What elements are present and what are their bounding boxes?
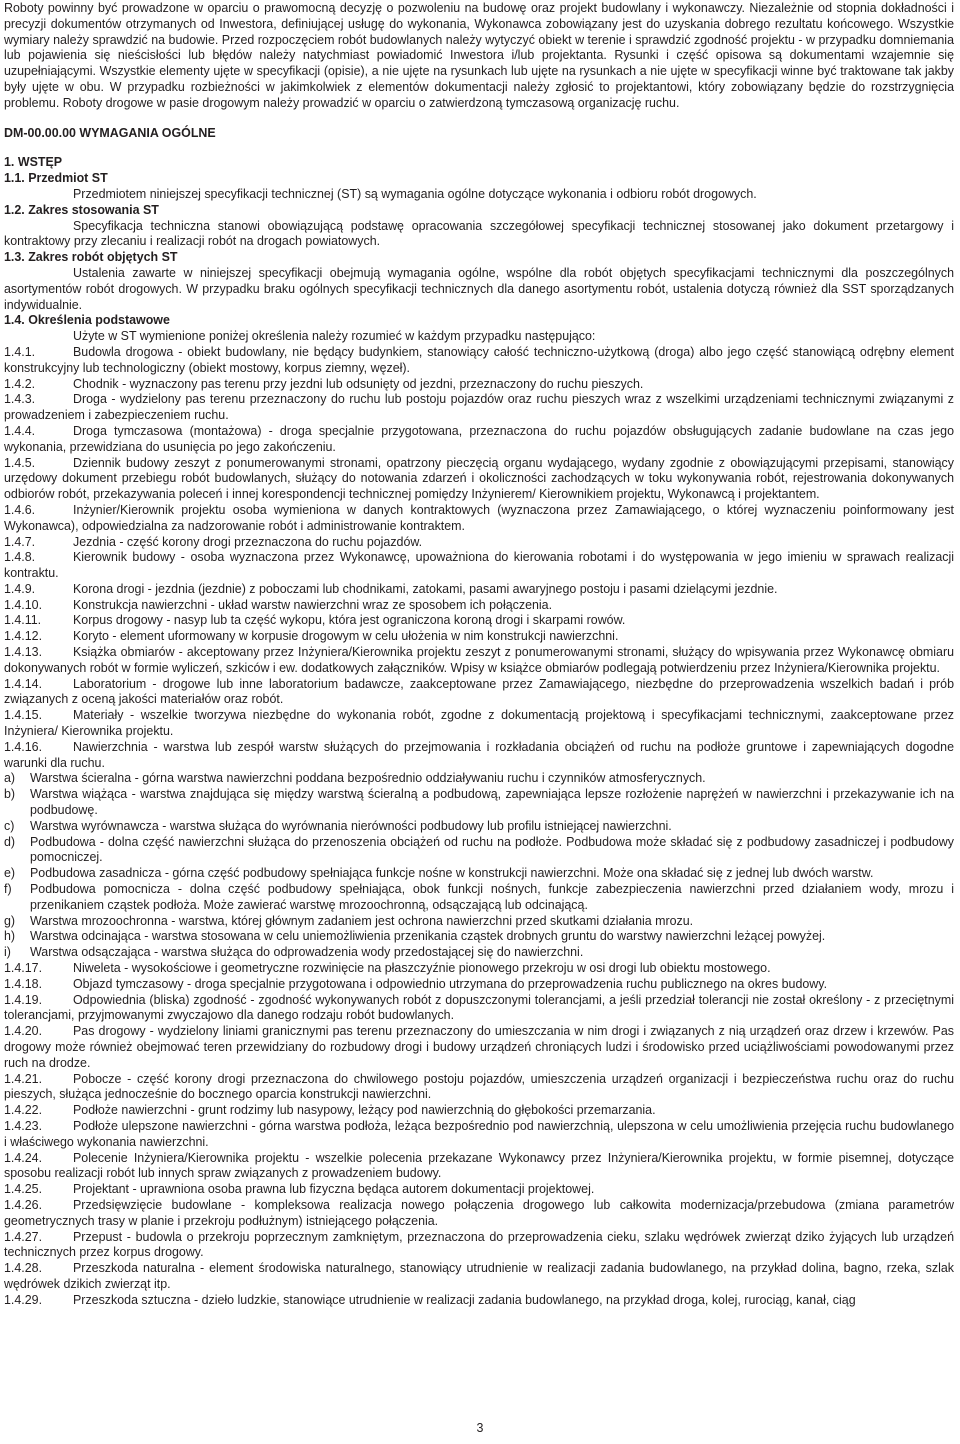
definition-number: 1.4.25. <box>4 1182 43 1197</box>
layer-letter: h) <box>4 929 16 944</box>
definition-text: Jezdnia - część korony drogi przeznaczona do ruchu pojazdów. <box>73 534 423 549</box>
subsection-heading: 1.4. Określenia podstawowe <box>4 313 170 328</box>
definition-text: Projektant - uprawniona osoba prawna lub fizyczna będąca autorem dokumentacji projektowej. <box>73 1182 595 1197</box>
definition-item <box>4 582 954 598</box>
subsection-1-3 <box>4 250 954 313</box>
definition-number: 1.4.5. <box>4 455 36 470</box>
layer-item <box>4 819 954 835</box>
definition-number: 1.4.14. <box>4 676 43 691</box>
definition-text: Korpus drogowy - nasyp lub ta część wykopu, która jest ograniczona koroną drogi i skarpami rowów. <box>73 613 626 628</box>
layer-text: Warstwa wyrównawcza - warstwa służąca do wyrównania nierówności podbudowy lub profilu istniejącej nawierzchni. <box>30 818 672 833</box>
subsection-heading: 1.1. Przedmiot ST <box>4 171 108 186</box>
definition-item <box>4 613 954 629</box>
definition-number: 1.4.27. <box>4 1229 43 1244</box>
subsection-1-4 <box>4 313 954 345</box>
definition-text: Chodnik - wyznaczony pas terenu przy jezdni lub odsunięty od jezdni, przeznaczony do ruchu pieszych. <box>73 376 644 391</box>
subsection-heading: 1.3. Zakres robót objętych ST <box>4 250 178 265</box>
definition-number: 1.4.11. <box>4 613 42 628</box>
definition-item <box>4 1293 954 1309</box>
definition-item <box>4 377 954 393</box>
definition-number: 1.4.24. <box>4 1150 43 1165</box>
section-title: DM-00.00.00 WYMAGANIA OGÓLNE <box>4 125 216 140</box>
definition-text: Droga - wydzielony pas terenu przeznaczony do ruchu lub postoju pojazdów oraz ruchu pieszych wraz z wszelkimi urządzeniami technicznymi związanymi z prowadzeniem i zabezpieczeniem ruchu. <box>4 392 954 423</box>
layer-item <box>4 835 954 867</box>
definition-number: 1.4.21. <box>4 1071 43 1086</box>
definitions-list <box>4 345 954 772</box>
definition-item <box>4 1024 954 1071</box>
definition-number: 1.4.6. <box>4 502 36 517</box>
definition-item <box>4 598 954 614</box>
layer-text: Warstwa ścieralna - górna warstwa nawierzchni poddana bezpośrednio oddziaływaniu ruchu i czynników atmosferycznych. <box>30 771 706 786</box>
definition-number: 1.4.19. <box>4 992 43 1007</box>
definition-item <box>4 550 954 582</box>
page-number: 3 <box>476 1421 484 1435</box>
definition-text: Nawierzchnia - warstwa lub zespół warstw służących do przejmowania i rozkładania obciążeń od ruchu na podłoże gruntowe i zapewniających dogodne warunki dla ruchu. <box>4 739 954 770</box>
definition-text: Laboratorium - drogowe lub inne laboratorium badawcze, zaakceptowane przez Zamawiającego, niezbędne do przeprowadzenia wszelkich badań i prób związanych z oceną jakości materiałów oraz robót. <box>4 676 954 707</box>
definition-item <box>4 1151 954 1183</box>
layer-letter: e) <box>4 866 16 881</box>
definition-number: 1.4.8. <box>4 550 36 565</box>
layer-text: Warstwa odcinająca - warstwa stosowana w celu uniemożliwienia przenikania cząstek drobnych gruntu do warstwy nawierzchni leżącej powyżej. <box>30 929 826 944</box>
definition-item <box>4 977 954 993</box>
layer-letter: d) <box>4 834 16 849</box>
definition-number: 1.4.15. <box>4 708 43 723</box>
layer-item <box>4 787 954 819</box>
definition-item <box>4 677 954 709</box>
definition-item <box>4 345 954 377</box>
layer-list <box>4 771 954 961</box>
definition-item <box>4 740 954 772</box>
definition-number: 1.4.23. <box>4 1118 43 1133</box>
definition-item <box>4 708 954 740</box>
definition-item <box>4 456 954 503</box>
layer-letter: i) <box>4 945 11 960</box>
definition-number: 1.4.16. <box>4 739 43 754</box>
definition-text: Podłoże ulepszone nawierzchni - górna warstwa podłoża, leżąca bezpośrednio pod nawierzchnią, ulepszona w celu umożliwienia przejęcia ruchu budowlanego i właściwego wykonania nawierzchni. <box>4 1118 954 1149</box>
layer-item <box>4 882 954 914</box>
layer-text: Podbudowa pomocnicza - dolna część podbudowy spełniająca, obok funkcji nośnych, funkcje zabezpieczenia nawierzchni przed działaniem wody, mrozu i przenikaniem cząstek podłoża. Może zawierać warstwę mrozoochronną, odsączającą lub odcinającą. <box>30 882 954 912</box>
subsection-text: Użyte w ST wymienione poniżej określenia należy rozumieć w każdym przypadku następująco: <box>73 329 596 344</box>
subsection-text: Przedmiotem niniejszej specyfikacji technicznej (ST) są wymagania ogólne dotyczące wykonania i odbioru robót drogowych. <box>73 186 757 201</box>
definition-item <box>4 503 954 535</box>
subsection-1-1 <box>4 171 954 203</box>
definition-text: Odpowiednia (bliska) zgodność - zgodność wykonywanych robót z dopuszczonymi tolerancjami, a jeśli przedział tolerancji nie został określony - z przeciętnymi tolerancjami, przyjmowanymi zwyczajowo dla danego rodzaju robót budowlanych. <box>4 992 954 1023</box>
chapter-title: 1. WSTĘP <box>4 155 63 170</box>
definition-text: Przeszkoda naturalna - element środowiska naturalnego, stanowiący utrudnienie w realizacji zadania budowlanego, na przykład dolina, bagno, rzeka, szlak wędrówek dzikich zwierząt itp. <box>4 1261 954 1291</box>
definition-item <box>4 535 954 551</box>
definition-item <box>4 1103 954 1119</box>
definition-number: 1.4.12. <box>4 629 43 644</box>
definition-text: Niweleta - wysokościowe i geometryczne rozwinięcie na płaszczyźnie pionowego przekroju w osi drogi lub obiektu mostowego. <box>73 961 771 976</box>
definition-number: 1.4.2. <box>4 376 36 391</box>
definition-number: 1.4.20. <box>4 1024 43 1039</box>
layer-text: Podbudowa zasadnicza - górna część podbudowy spełniająca funkcje nośne w konstrukcji nawierzchni. Może ona składać się z jednej lub dwóch warstw. <box>30 866 874 881</box>
definition-item <box>4 392 954 424</box>
definition-number: 1.4.17. <box>4 961 43 976</box>
layer-item <box>4 914 954 930</box>
definition-number: 1.4.1. <box>4 344 36 359</box>
definition-text: Podłoże nawierzchni - grunt rodzimy lub nasypowy, leżący pod nawierzchnią do głębokości przemarzania. <box>73 1103 656 1118</box>
layer-item <box>4 929 954 945</box>
definition-item <box>4 993 954 1025</box>
definition-text: Pobocze - część korony drogi przeznaczona do chwilowego postoju pojazdów, umieszczenia urządzeń organizacji i bezpieczeństwa ruchu oraz do ruchu pieszych, służąca jednocześnie do bocznego oparcia konstrukcji nawierzchni. <box>4 1071 954 1102</box>
definition-text: Przepust - budowla o przekroju poprzecznym zamkniętym, przeznaczona do przeprowadzenia cieku, szlaku wędrówek zwierząt dziko żyjących lub urządzeń technicznych przez korpus drogowy. <box>4 1229 954 1260</box>
layer-item <box>4 771 954 787</box>
definition-number: 1.4.3. <box>4 392 36 407</box>
subsection-text: Specyfikacja techniczna stanowi obowiązującą podstawę opracowania szczegółowej specyfikacji technicznej stosowanej jako dokument przetargowy i kontraktowy przy zlecaniu i realizacji robót na drogach powiatowych. <box>4 218 954 249</box>
definition-text: Konstrukcja nawierzchni - układ warstw nawierzchni wraz ze sposobem ich połączenia. <box>73 597 553 612</box>
definition-text: Dziennik budowy zeszyt z ponumerowanymi stronami, opatrzony pieczęcią organu wydającego, wydany zgodnie z obowiązującymi przepisami, stanowiący urzędowy dokument przebiegu robót budowlanych, służący do notowania zdarzeń i okoliczności zachodzących w toku wykonywania robót, rejestrowania dokonywanych odbiorów robót, przekazywania poleceń i innej korespondencji technicznej pomiędzy Inżynierem/ Kierownikiem projektu, Wykonawcą i projektantem. <box>4 455 954 502</box>
layer-item <box>4 866 954 882</box>
definition-text: Objazd tymczasowy - droga specjalnie przygotowana i odpowiednio utrzymana do przeprowadzenia ruchu publicznego na okres budowy. <box>73 976 828 991</box>
definition-item <box>4 1230 954 1262</box>
subsection-text: Ustalenia zawarte w niniejszej specyfikacji obejmują wymagania ogólne, wspólne dla robót objętych specyfikacjami technicznymi dla poszczególnych asortymentów robót drogowych. W przypadku braku ogólnych specyfikacji technicznych dla danego asortymentu robót, ustalenia dotyczą również dla SST sporządzanych indywidualnie. <box>4 265 954 312</box>
definition-text: Korona drogi - jezdnia (jezdnie) z poboczami lub chodnikami, zatokami, pasami awaryjnego postoju i pasami dzielącymi jezdnie. <box>73 581 778 596</box>
layer-text: Warstwa wiążąca - warstwa znajdująca się między warstwą ścieralną a podbudową, zapewniająca lepsze rozłożenie naprężeń w nawierzchni i przekazywanie ich na podbudowę. <box>30 787 954 818</box>
definition-number: 1.4.29. <box>4 1292 43 1307</box>
definition-text: Pas drogowy - wydzielony liniami granicznymi pas terenu przeznaczony do umieszczania w nim drogi i związanych z nią urządzeń oraz drzew i krzewów. Pas drogowy może również obejmować teren przewidziany do rozbudowy drogi i budowy urządzeń chroniących ludzi i środowisko przed uciążliwościami powodowanymi przez ruch na drodze. <box>4 1024 954 1070</box>
layer-text: Warstwa mrozoochronna - warstwa, której głównym zadaniem jest ochrona nawierzchni przed skutkami działania mrozu. <box>30 913 694 928</box>
definition-item <box>4 1182 954 1198</box>
definition-text: Inżynier/Kierownik projektu osoba wymieniona w danych kontraktowych (wyznaczona przez Zamawiającego, o której wyznaczeniu poinformowany jest Wykonawca), odpowiedzialna za nadzorowanie robót i administrowanie kontraktem. <box>4 502 954 533</box>
layer-text: Podbudowa - dolna część nawierzchni służąca do przenoszenia obciążeń od ruchu na podłoże. Podbudowa może składać się z podbudowy zasadniczej i podbudowy pomocniczej. <box>30 834 954 865</box>
definition-item <box>4 1072 954 1104</box>
definition-number: 1.4.18. <box>4 976 43 991</box>
definition-text: Materiały - wszelkie tworzywa niezbędne do wykonania robót, zgodne z dokumentacją projektową i specyfikacjami technicznymi, zaakceptowane przez Inżyniera/ Kierownika projektu. <box>4 708 954 739</box>
definition-item <box>4 961 954 977</box>
definition-number: 1.4.28. <box>4 1261 43 1276</box>
definition-item <box>4 629 954 645</box>
definition-text: Przedsięwzięcie budowlane - kompleksowa realizacja nowego połączenia drogowego lub całkowita modernizacja/przebudowa (zmiana parametrów geometrycznych trasy w planie i przekroju podłużnym) istniejącego połączenia. <box>4 1197 954 1228</box>
subsection-1-2 <box>4 203 954 250</box>
definition-text: Kierownik budowy - osoba wyznaczona przez Wykonawcę, upoważniona do kierowania robotami i do występowania w jego imieniu w sprawach realizacji kontraktu. <box>4 550 954 581</box>
definition-item <box>4 424 954 456</box>
layer-letter: b) <box>4 787 16 802</box>
definition-number: 1.4.7. <box>4 534 36 549</box>
layer-letter: f) <box>4 882 12 897</box>
layer-text: Warstwa odsączająca - warstwa służąca do odprowadzenia wody przedostającej się do nawierzchni. <box>30 945 584 960</box>
definition-number: 1.4.9. <box>4 581 36 596</box>
definition-number: 1.4.13. <box>4 645 43 660</box>
layer-item <box>4 945 954 961</box>
layer-letter: c) <box>4 818 15 833</box>
definition-text: Koryto - element uformowany w korpusie drogowym w celu ułożenia w nim konstrukcji nawierzchni. <box>73 629 619 644</box>
definition-number: 1.4.22. <box>4 1103 43 1118</box>
definition-text: Polecenie Inżyniera/Kierownika projektu - wszelkie polecenia przekazane Wykonawcy przez Inżyniera/Kierownika projektu, w formie pisemnej, dotyczące sposobu realizacji robót lub innych spraw związanych z prowadzeniem budowy. <box>4 1150 954 1181</box>
definition-item <box>4 1261 954 1293</box>
definition-number: 1.4.4. <box>4 423 36 438</box>
intro-paragraph: Roboty powinny być prowadzone w oparciu o prawomocną decyzję o pozwoleniu na budowę oraz projekt budowlany i wykonawczy. Niezależnie od stopnia dokładności i precyzji dokumentów otrzymanych od Inwestora, definiującej usługę do wykonania, Wykonawca zobowiązany jest do uzyskania dobrego rezultatu końcowego. Wszystkie wymiary należy sprawdzić na budowie. Przed rozpoczęciem robót budowlanych należy wytyczyć obiekt w terenie i sprawdzić zgodność projektu - w przypadku domniemania lub pojawienia się nieścisłości lub błędów należy natychmiast powiadomić Inwestora i/lub projektanta. Rysunki i część opisowa są dokumentami wzajemnie się uzupełniającymi. Wszystkie elementy ujęte w specyfikacji (opisie), a nie ujęte na rysunkach lub ujęte na rysunkach a nie ujęte w specyfikacji winne być traktowane tak jakby były ujęte w obu. W przypadku rozbieżności w jakimkolwiek z elementów dokumentacji należy zgłosić to projektantowi, który zobowiązany będzie do rozstrzygnięcia problemu. Roboty drogowe w pasie drogowym należy prowadzić w oparciu o zatwierdzoną tymczasową organizację ruchu. <box>4 1 954 110</box>
definition-text: Książka obmiarów - akceptowany przez Inżyniera/Kierownika projektu zeszyt z ponumerowanymi stronami, służący do wpisywania przez Wykonawcę obmiaru dokonywanych robót w formie wyliczeń, szkiców i ew. dodatkowych załączników. Wpisy w książce obmiarów podlegają potwierdzeniu przez Inżyniera/Kierownika projektu. <box>4 645 954 675</box>
definition-text: Przeszkoda sztuczna - dzieło ludzkie, stanowiące utrudnienie w realizacji zadania budowlanego, na przykład droga, kolej, rurociąg, kanał, ciąg <box>73 1292 856 1307</box>
definition-number: 1.4.26. <box>4 1197 43 1212</box>
definition-text: Droga tymczasowa (montażowa) - droga specjalnie przygotowana, przeznaczona do ruchu pojazdów obsługujących zadanie budowlane na czas jego wykonania, przewidziana do usunięcia po jego zakończeniu. <box>4 423 954 454</box>
layer-letter: a) <box>4 771 16 786</box>
definition-item <box>4 1198 954 1230</box>
definition-item <box>4 645 954 677</box>
definition-item <box>4 1119 954 1151</box>
definition-text: Budowla drogowa - obiekt budowlany, nie będący budynkiem, stanowiący całość techniczno-użytkową (droga) albo jego część stanowiącą odrębny element konstrukcyjny lub technologiczny (obiekt mostowy, korpus ziemny, węzeł). <box>4 344 954 375</box>
definitions-list <box>4 961 954 1309</box>
definition-number: 1.4.10. <box>4 597 43 612</box>
layer-letter: g) <box>4 913 16 928</box>
subsection-heading: 1.2. Zakres stosowania ST <box>4 202 159 217</box>
